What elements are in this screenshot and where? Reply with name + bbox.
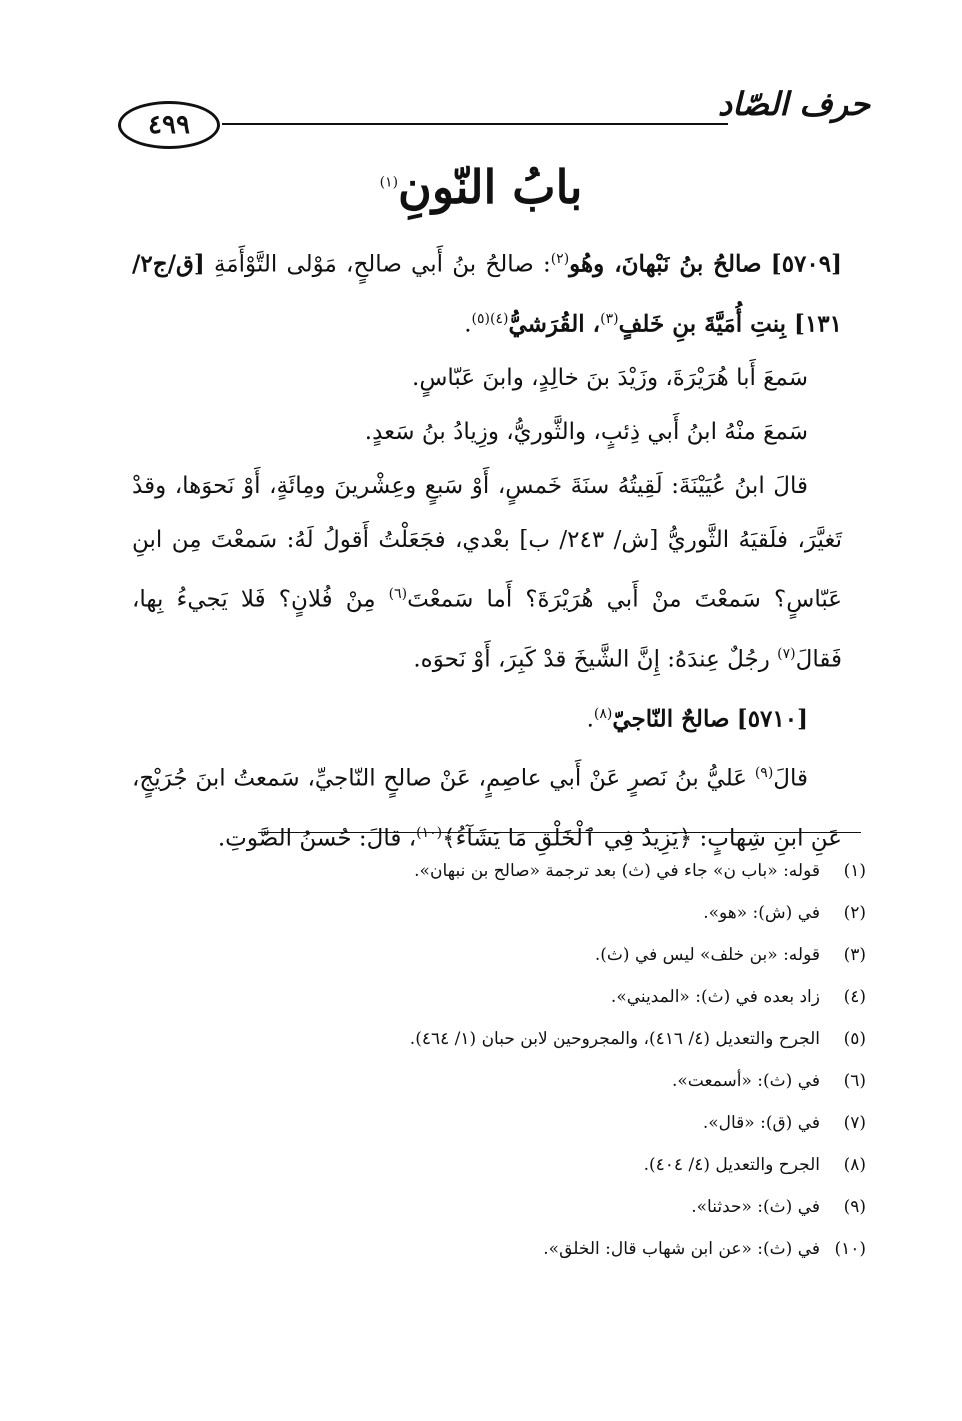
footnote-number: (١) bbox=[843, 861, 866, 881]
footnote-number: (٦) bbox=[843, 1071, 866, 1091]
footnote-ref: (٤)(٥) bbox=[471, 310, 509, 327]
entry-text: . bbox=[586, 706, 594, 733]
entry-id: [٥٧٠٩] bbox=[770, 250, 842, 278]
chapter-footnote-ref: (١) bbox=[379, 174, 399, 191]
footnote-item bbox=[106, 934, 866, 976]
footnote-text: في (ث): «عن ابن شهاب قال: الخلق». bbox=[543, 1239, 820, 1259]
footnote-item bbox=[106, 1060, 866, 1102]
section-name: حرف الصّاد bbox=[717, 85, 870, 123]
page-number: ٤٩٩ bbox=[118, 101, 220, 149]
footnote-text: في (ث): «أسمعت». bbox=[672, 1071, 820, 1091]
footnote-ref: (١٠) bbox=[416, 824, 443, 841]
footnote-number: (٨) bbox=[843, 1155, 866, 1175]
footnote-ref: (٨) bbox=[593, 705, 613, 722]
footnote-ref: (٢) bbox=[550, 251, 570, 267]
footnote-ref: (٣) bbox=[600, 310, 619, 327]
entry-text: : صالحُ بنُ أَبي صالحٍ، مَوْلى التَّوْأَمَةِ bbox=[213, 251, 551, 278]
paragraph bbox=[132, 746, 842, 865]
entry-5709 bbox=[132, 232, 842, 351]
entry-5710 bbox=[132, 687, 842, 747]
footnote-ref: (٧) bbox=[777, 645, 796, 662]
footnote-ref: (٦) bbox=[388, 586, 408, 603]
paragraph-text: رجُلٌ عِندَهُ: إِنَّ الشَّيخَ قدْ كَبِرَ، أَوْ نَحوَه. bbox=[413, 646, 778, 673]
entry-text: . bbox=[464, 311, 472, 338]
footnote-number: (٩) bbox=[843, 1197, 866, 1217]
chapter-title-text: بابُ النّونِ bbox=[398, 160, 583, 214]
footnote-text: الجرح والتعديل (٤/ ٤١٦)، والمجروحين لابن حبان (١/ ٤٦٤). bbox=[409, 1029, 820, 1049]
footnote-ref: (٩) bbox=[754, 765, 774, 782]
entry-name: صالحُ بنُ نَبْهانَ، وهُو bbox=[569, 250, 762, 278]
paragraph-text: قالَ bbox=[773, 765, 808, 792]
footnote-number: (٥) bbox=[843, 1029, 866, 1049]
footnote-item bbox=[106, 1228, 866, 1270]
paragraph: سَمعَ منْهُ ابنُ أَبي ذِئبٍ، والثَّوريُّ، وزِيادُ بنُ سَعدٍ. bbox=[364, 419, 808, 446]
footnote-text: في (ق): «قال». bbox=[702, 1113, 820, 1133]
footnote-item bbox=[106, 1102, 866, 1144]
footnote-number: (٣) bbox=[843, 945, 866, 965]
footnote-item bbox=[106, 892, 866, 934]
footnote-item bbox=[106, 1186, 866, 1228]
paragraph: سَمعَ أَبا هُرَيْرَةَ، وزَيْدَ بنَ خالِدٍ، وابنَ عَبّاسٍ. bbox=[412, 365, 808, 392]
paragraph-text: عَليُّ بنُ نَصرٍ عَنْ أَبي عاصِمٍ، عَنْ صالحٍ النّاجيِّ، سَمعتُ ابنَ جُرَيْجٍ، عَنِ ابنِ شِهابٍ: ﴿يَزِيدُ فِي ٱلْخَلْقِ مَا يَشَآءُ﴾ bbox=[132, 765, 842, 852]
running-header bbox=[110, 75, 870, 145]
footnote-item bbox=[106, 1144, 866, 1186]
paragraph-text: ، قالَ: حُسنُ الصَّوتِ. bbox=[217, 825, 417, 852]
main-text bbox=[132, 232, 842, 866]
footnotes bbox=[106, 850, 866, 1270]
paragraph bbox=[132, 459, 842, 686]
paragraph-text: قالَ ابنُ عُيَيْنَةَ: لَقِيتُهُ سنَةَ خَمسٍ، أَوْ سَبعٍ وعِشْرينَ ومِائَةٍ، أَوْ نَحوَها، وقدْ تَغيَّرَ، فلَقيَهُ الثَّوريُّ [ش/ ٢٤٣/ ب] بعْدي، فجَعَلْتُ أَقولُ لَهُ: سَمعْتَ مِن ابنِ عَبّاسٍ؟ سَمعْتَ منْ أَبي هُرَيْرَةَ؟ أَما سَمعْتَ bbox=[132, 473, 842, 613]
footnote-number: (٤) bbox=[843, 987, 866, 1007]
entry-text-bold: ، القُرَشيُّ bbox=[508, 310, 601, 338]
footnote-item bbox=[106, 976, 866, 1018]
footnote-number: (٢) bbox=[843, 903, 866, 923]
paragraph-text: مِنْ فُلانٍ؟ فَلا يَجيءُ بِها، فَقالَ bbox=[132, 586, 842, 673]
footnote-text: قوله: «بن خلف» ليس في (ث). bbox=[594, 945, 820, 965]
footnote-text: في (ث): «حدثنا». bbox=[691, 1197, 820, 1217]
entry-name: صالحٌ النّاجيّ bbox=[612, 705, 730, 733]
footnote-text: الجرح والتعديل (٤/ ٤٠٤). bbox=[643, 1155, 820, 1175]
footnote-text: قوله: «باب ن» جاء في (ث) بعد ترجمة «صالح بن نبهان». bbox=[414, 861, 820, 881]
entry-id: [٥٧١٠] bbox=[736, 705, 808, 733]
footnote-item bbox=[106, 850, 866, 892]
entry-text-bold: [ق/ج٢/ ١٣١] بِنتِ أُمَيَّةَ بنِ خَلفٍ bbox=[132, 250, 842, 338]
chapter-title bbox=[0, 160, 962, 214]
footnote-separator bbox=[258, 832, 861, 833]
footnote-number: (٧) bbox=[843, 1113, 866, 1133]
footnote-text: زاد بعده في (ث): «المديني». bbox=[610, 987, 820, 1007]
footnote-number: (١٠) bbox=[834, 1239, 866, 1259]
header-rule bbox=[222, 123, 728, 125]
footnote-text: في (ش): «هو». bbox=[703, 903, 820, 923]
footnote-item bbox=[106, 1018, 866, 1060]
